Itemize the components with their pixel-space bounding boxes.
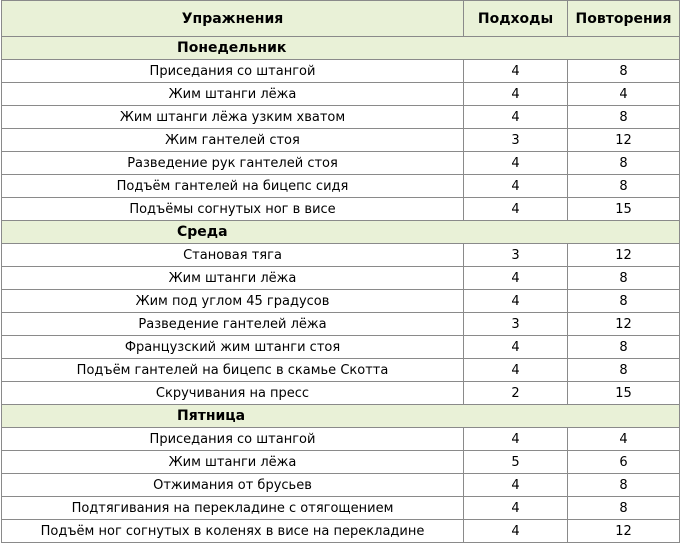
reps-cell: 8: [568, 359, 680, 382]
sets-cell: 3: [464, 244, 568, 267]
exercise-cell: Жим штанги лёжа узким хватом: [2, 106, 464, 129]
exercise-cell: Жим гантелей стоя: [2, 129, 464, 152]
sets-cell: 4: [464, 83, 568, 106]
table-row: [2, 336, 680, 359]
table-row: [2, 290, 680, 313]
sets-cell: 3: [464, 129, 568, 152]
exercise-cell: Жим штанги лёжа: [2, 451, 464, 474]
reps-cell: 8: [568, 60, 680, 83]
table-row: [2, 83, 680, 106]
table-row: [2, 359, 680, 382]
table-row: [2, 267, 680, 290]
table-row: [2, 451, 680, 474]
reps-cell: 8: [568, 267, 680, 290]
exercise-cell: Жим штанги лёжа: [2, 267, 464, 290]
reps-cell: 8: [568, 152, 680, 175]
sets-cell: 4: [464, 520, 568, 543]
table-row: [2, 474, 680, 497]
reps-cell: 12: [568, 520, 680, 543]
reps-cell: 6: [568, 451, 680, 474]
exercise-cell: Становая тяга: [2, 244, 464, 267]
reps-cell: 8: [568, 175, 680, 198]
reps-cell: 8: [568, 336, 680, 359]
exercise-cell: Подъём гантелей на бицепс в скамье Скотта: [2, 359, 464, 382]
workout-table: [1, 0, 680, 543]
sets-cell: 4: [464, 290, 568, 313]
exercise-cell: Подъёмы согнутых ног в висе: [2, 198, 464, 221]
sets-cell: 4: [464, 106, 568, 129]
header-reps: Повторения: [568, 1, 680, 37]
table-body: [2, 37, 680, 543]
reps-cell: 4: [568, 83, 680, 106]
exercise-cell: Скручивания на пресс: [2, 382, 464, 405]
table-row: [2, 129, 680, 152]
reps-cell: 12: [568, 244, 680, 267]
table-row: [2, 106, 680, 129]
table-row: [2, 198, 680, 221]
sets-cell: 4: [464, 497, 568, 520]
reps-cell: 12: [568, 129, 680, 152]
exercise-cell: Приседания со штангой: [2, 428, 464, 451]
header-exercises: Упражнения: [2, 1, 464, 37]
reps-cell: 15: [568, 382, 680, 405]
table-header: [2, 1, 680, 37]
sets-cell: 4: [464, 198, 568, 221]
table-row: [2, 428, 680, 451]
exercise-cell: Французский жим штанги стоя: [2, 336, 464, 359]
day-header-row: [2, 221, 680, 244]
sets-cell: 4: [464, 428, 568, 451]
table-row: [2, 520, 680, 543]
exercise-cell: Разведение рук гантелей стоя: [2, 152, 464, 175]
sets-cell: 4: [464, 267, 568, 290]
table-row: [2, 313, 680, 336]
exercise-cell: Жим под углом 45 градусов: [2, 290, 464, 313]
table-row: [2, 497, 680, 520]
day-name: Понедельник: [2, 37, 680, 60]
header-sets: Подходы: [464, 1, 568, 37]
sets-cell: 4: [464, 359, 568, 382]
exercise-cell: Подтягивания на перекладине с отягощением: [2, 497, 464, 520]
reps-cell: 8: [568, 106, 680, 129]
exercise-cell: Отжимания от брусьев: [2, 474, 464, 497]
table-row: [2, 175, 680, 198]
day-name: Среда: [2, 221, 680, 244]
reps-cell: 8: [568, 497, 680, 520]
sets-cell: 2: [464, 382, 568, 405]
reps-cell: 12: [568, 313, 680, 336]
exercise-cell: Жим штанги лёжа: [2, 83, 464, 106]
day-header-row: [2, 405, 680, 428]
header-row: [2, 1, 680, 37]
exercise-cell: Подъём гантелей на бицепс сидя: [2, 175, 464, 198]
sets-cell: 4: [464, 474, 568, 497]
sets-cell: 4: [464, 175, 568, 198]
reps-cell: 15: [568, 198, 680, 221]
reps-cell: 4: [568, 428, 680, 451]
sets-cell: 4: [464, 60, 568, 83]
table-row: [2, 244, 680, 267]
exercise-cell: Подъём ног согнутых в коленях в висе на перекладине: [2, 520, 464, 543]
day-header-row: [2, 37, 680, 60]
exercise-cell: Приседания со штангой: [2, 60, 464, 83]
table-row: [2, 382, 680, 405]
sets-cell: 4: [464, 336, 568, 359]
sets-cell: 5: [464, 451, 568, 474]
day-name: Пятница: [2, 405, 680, 428]
reps-cell: 8: [568, 290, 680, 313]
reps-cell: 8: [568, 474, 680, 497]
sets-cell: 4: [464, 152, 568, 175]
exercise-cell: Разведение гантелей лёжа: [2, 313, 464, 336]
table-row: [2, 60, 680, 83]
table-row: [2, 152, 680, 175]
sets-cell: 3: [464, 313, 568, 336]
